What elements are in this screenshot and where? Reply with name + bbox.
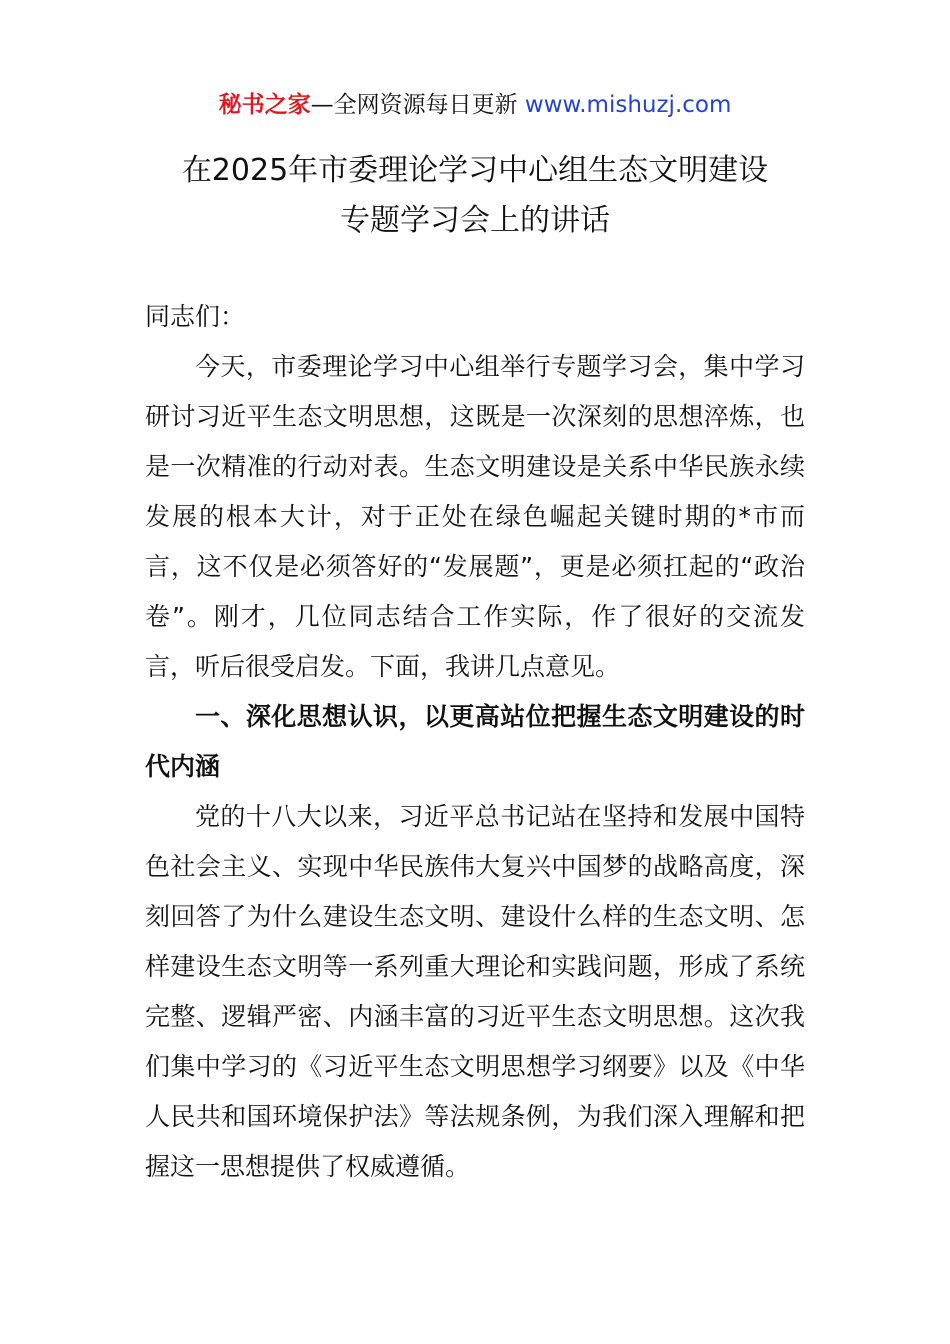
paragraph-intro: 今天，市委理论学习中心组举行专题学习会，集中学习研讨习近平生态文明思想，这既是一次深刻的思想淬炼，也是一次精准的行动对表。生态文明建设是关系中华民族永续发展的根本大计，对于正处在绿色崛起关键时期的*市而言，这不仅是必须答好的“发展题”，更是必须扛起的“政治卷”。刚才，几位同志结合工作实际，作了很好的交流发言，听后很受启发。下面，我讲几点意见。 <box>145 352 805 681</box>
document-title <box>0 146 950 246</box>
header-tagline: —全网资源每日更新 <box>310 92 518 118</box>
site-url-link[interactable]: www.mishuzj.com <box>524 92 732 118</box>
brand-name: 秘书之家 <box>218 92 311 118</box>
salutation: 同志们： <box>145 302 246 331</box>
header-banner <box>0 88 950 122</box>
document-body <box>145 292 805 1192</box>
title-line-2: 专题学习会上的讲话 <box>340 203 610 238</box>
title-line-1: 在2025年市委理论学习中心组生态文明建设 <box>181 153 769 188</box>
section-heading-1: 一、深化思想认识，以更高站位把握生态文明建设的时代内涵 <box>145 702 805 781</box>
paragraph-section-1: 党的十八大以来，习近平总书记站在坚持和发展中国特色社会主义、实现中华民族伟大复兴中国梦的战略高度，深刻回答了为什么建设生态文明、建设什么样的生态文明、怎样建设生态文明等一系列重大理论和实践问题，形成了系统完整、逻辑严密、内涵丰富的习近平生态文明思想。这次我们集中学习的《习近平生态文明思想学习纲要》以及《中华人民共和国环境保护法》等法规条例，为我们深入理解和把握这一思想提供了权威遵循。 <box>145 802 805 1181</box>
